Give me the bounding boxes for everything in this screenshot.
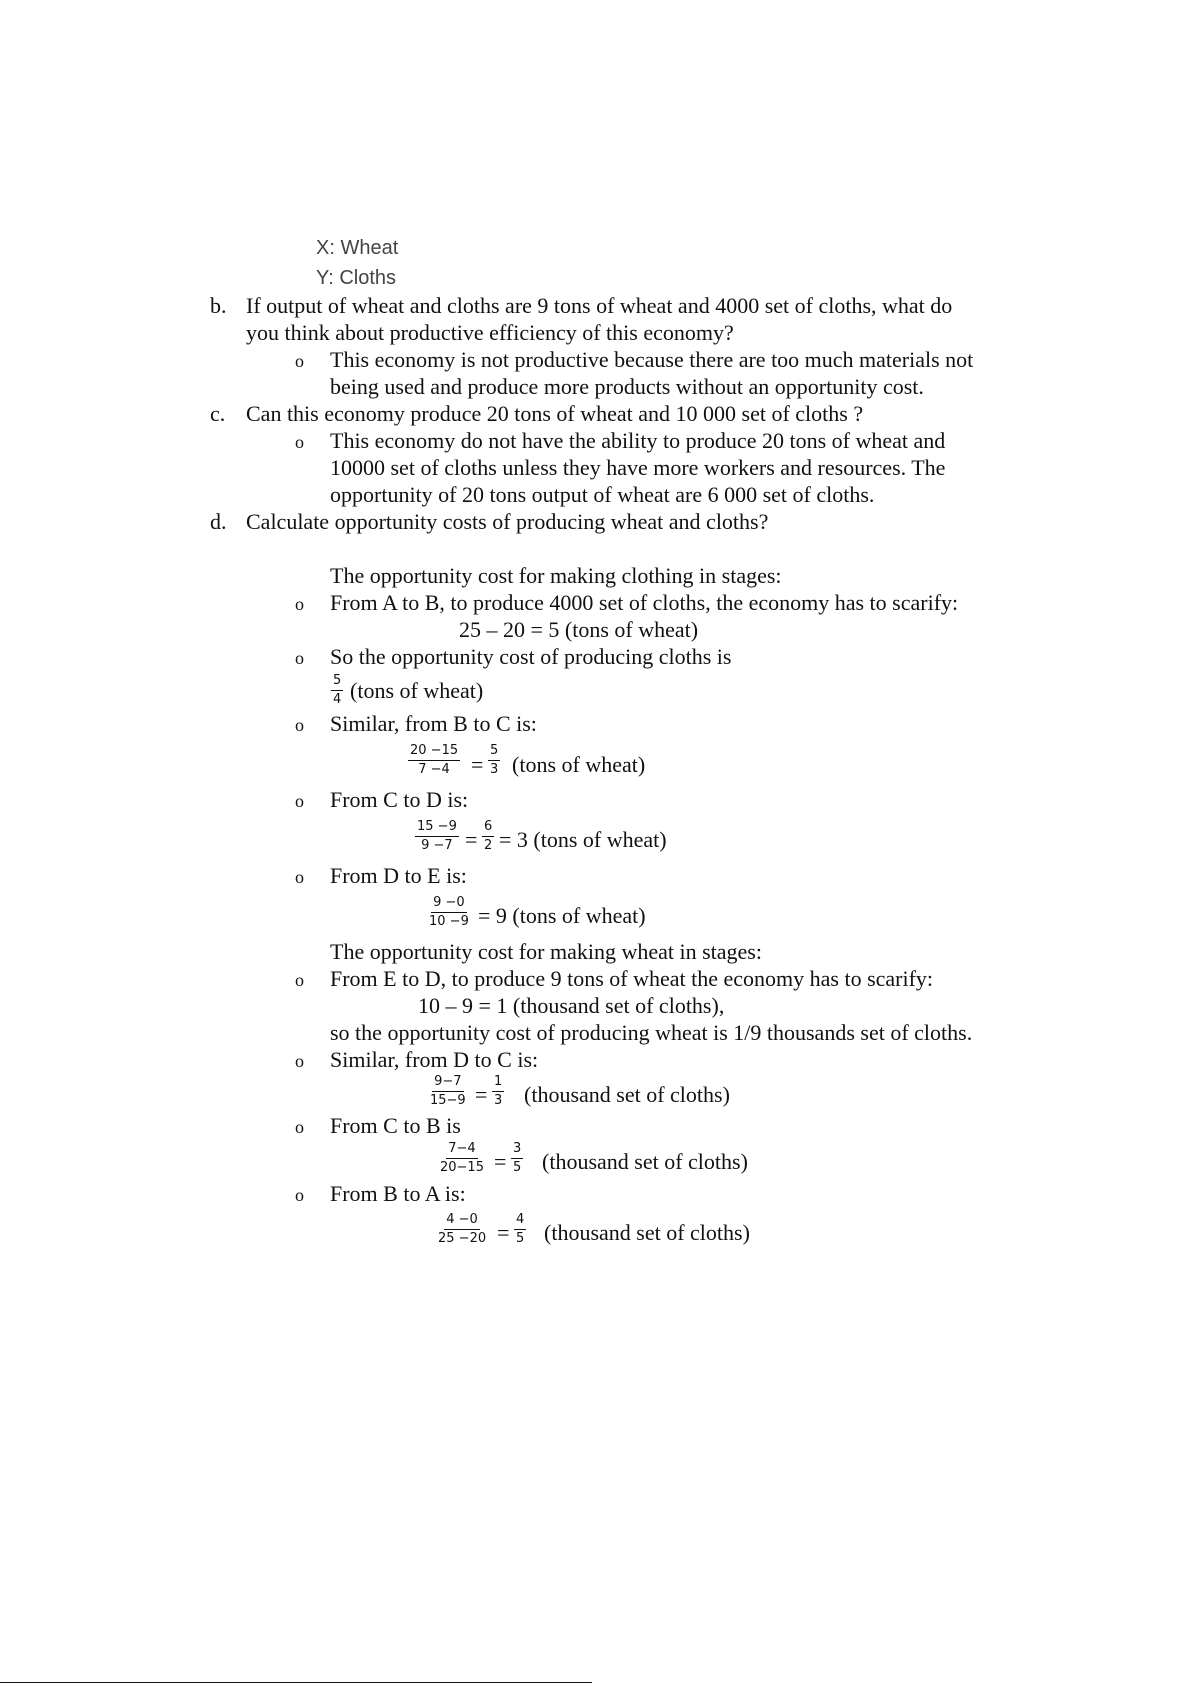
bullet: o — [295, 432, 304, 452]
wheat-d-to-c: Similar, from D to C is: — [330, 1047, 539, 1072]
fraction-numerator: 1 — [492, 1074, 504, 1092]
clothing-b-to-c-unit: (tons of wheat) — [512, 752, 646, 777]
bullet: o — [295, 1051, 304, 1071]
clothing-so-fraction — [331, 673, 343, 708]
wheat-b-to-a-fraction — [436, 1212, 488, 1247]
fraction-numerator: 7−4 — [446, 1141, 477, 1159]
wheat-d-to-c-result — [492, 1074, 504, 1109]
equals-sign: = — [497, 1220, 510, 1245]
bullet: o — [295, 1117, 304, 1137]
footnote-rule — [0, 1682, 592, 1683]
answer-c-text-3: opportunity of 20 tons output of wheat are 6 000 set of cloths. — [330, 482, 875, 507]
equals-sign: = — [475, 1082, 488, 1107]
bullet: o — [295, 791, 304, 811]
wheat-c-to-b: From C to B is — [330, 1113, 461, 1138]
clothing-d-to-e-unit: = 9 (tons of wheat) — [478, 903, 646, 928]
fraction-numerator: 15 −9 — [415, 819, 459, 837]
clothing-b-to-c-result — [488, 743, 500, 778]
clothing-d-to-e: From D to E is: — [330, 863, 467, 888]
fraction-numerator: 9−7 — [432, 1074, 463, 1092]
clothing-c-to-d-unit: = 3 (tons of wheat) — [499, 827, 667, 852]
wheat-e-to-d-calc: 10 – 9 = 1 (thousand set of cloths), — [418, 993, 725, 1018]
fraction-numerator: 20 −15 — [408, 743, 460, 761]
fraction-denominator: 25 −20 — [438, 1231, 487, 1246]
question-b-marker: b. — [210, 293, 227, 318]
x-axis-label: X: Wheat — [316, 237, 399, 259]
wheat-heading: The opportunity cost for making wheat in stages: — [330, 939, 762, 964]
wheat-b-to-a-result — [514, 1212, 526, 1247]
wheat-c-to-b-result — [511, 1141, 523, 1176]
fraction-denominator: 15−9 — [430, 1093, 466, 1108]
question-d-marker: d. — [210, 509, 227, 534]
wheat-c-to-b-unit: (thousand set of cloths) — [542, 1149, 748, 1174]
wheat-d-to-c-fraction — [428, 1074, 468, 1109]
fraction-numerator: 5 — [488, 743, 500, 761]
clothing-heading: The opportunity cost for making clothing in stages: — [330, 563, 782, 588]
question-b-text-1: If output of wheat and cloths are 9 tons of wheat and 4000 set of cloths, what do — [246, 293, 953, 318]
clothing-so-unit: (tons of wheat) — [350, 678, 484, 703]
clothing-c-to-d-fraction — [415, 819, 459, 854]
fraction-denominator: 7 −4 — [418, 762, 450, 777]
clothing-so-line: So the opportunity cost of producing cloths is — [330, 644, 732, 669]
fraction-numerator: 5 — [331, 673, 343, 691]
fraction-denominator: 4 — [333, 692, 342, 707]
fraction-numerator: 3 — [511, 1141, 523, 1159]
clothing-a-to-b-calc: 25 – 20 = 5 (tons of wheat) — [459, 617, 699, 642]
fraction-numerator: 4 — [514, 1212, 526, 1230]
fraction-numerator: 9 −0 — [431, 895, 467, 913]
wheat-so-line: so the opportunity cost of producing wheat is 1/9 thousands set of cloths. — [330, 1020, 973, 1045]
fraction-denominator: 5 — [516, 1231, 525, 1246]
clothing-a-to-b: From A to B, to produce 4000 set of cloths, the economy has to scarify: — [330, 590, 959, 615]
equals-sign: = — [465, 827, 478, 852]
fraction-denominator: 3 — [494, 1093, 503, 1108]
bullet: o — [295, 970, 304, 990]
wheat-b-to-a-unit: (thousand set of cloths) — [544, 1220, 750, 1245]
bullet: o — [295, 1185, 304, 1205]
clothing-c-to-d-result — [482, 819, 494, 854]
equals-sign: = — [494, 1149, 507, 1174]
question-c-marker: c. — [210, 401, 226, 426]
fraction-denominator: 3 — [490, 762, 499, 777]
fraction-numerator: 4 −0 — [444, 1212, 480, 1230]
bullet: o — [295, 715, 304, 735]
answer-b-text-2: being used and produce more products without an opportunity cost. — [330, 374, 924, 399]
clothing-d-to-e-fraction — [427, 895, 471, 930]
question-d-text-1: Calculate opportunity costs of producing wheat and cloths? — [246, 509, 769, 534]
question-b-text-2: you think about productive efficiency of this economy? — [246, 320, 734, 345]
answer-c-text-1: This economy do not have the ability to produce 20 tons of wheat and — [330, 428, 946, 453]
bullet: o — [295, 351, 304, 371]
fraction-denominator: 2 — [484, 838, 493, 853]
fraction-denominator: 20−15 — [440, 1160, 484, 1175]
equals-sign: = — [471, 752, 484, 777]
fraction-denominator: 10 −9 — [429, 914, 469, 929]
bullet: o — [295, 867, 304, 887]
fraction-denominator: 9 −7 — [421, 838, 453, 853]
fraction-numerator: 6 — [482, 819, 494, 837]
wheat-c-to-b-fraction — [438, 1141, 486, 1176]
question-c-text-1: Can this economy produce 20 tons of wheat and 10 000 set of cloths ? — [246, 401, 864, 426]
clothing-b-to-c-fraction — [408, 743, 460, 778]
clothing-c-to-d: From C to D is: — [330, 787, 469, 812]
wheat-d-to-c-unit: (thousand set of cloths) — [524, 1082, 730, 1107]
y-axis-label: Y: Cloths — [316, 267, 397, 289]
wheat-e-to-d: From E to D, to produce 9 tons of wheat the economy has to scarify: — [330, 966, 934, 991]
answer-b-text-1: This economy is not productive because there are too much materials not — [330, 347, 974, 372]
fraction-denominator: 5 — [513, 1160, 522, 1175]
bullet: o — [295, 648, 304, 668]
clothing-b-to-c: Similar, from B to C is: — [330, 711, 537, 736]
bullet: o — [295, 594, 304, 614]
answer-c-text-2: 10000 set of cloths unless they have more workers and resources. The — [330, 455, 946, 480]
wheat-b-to-a: From B to A is: — [330, 1181, 466, 1206]
